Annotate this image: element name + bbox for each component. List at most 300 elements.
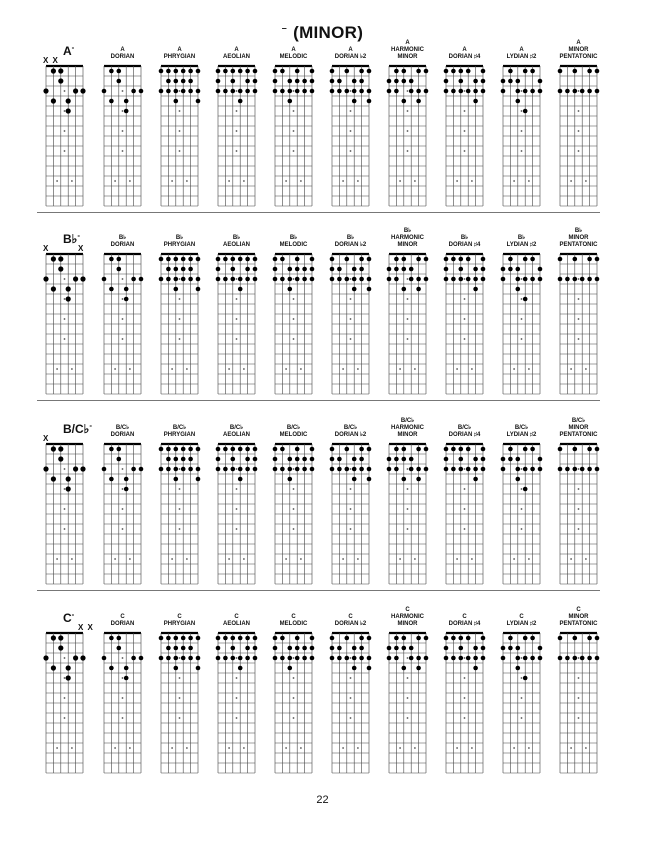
note-dot bbox=[231, 457, 236, 462]
fret-inlay-mark bbox=[56, 747, 58, 749]
note-dot bbox=[181, 79, 186, 84]
note-dot bbox=[188, 79, 193, 84]
fret-inlay-mark bbox=[528, 747, 530, 749]
note-dot bbox=[196, 287, 201, 292]
scale-diagram bbox=[100, 252, 145, 398]
note-dot bbox=[174, 267, 179, 272]
fret-inlay-mark bbox=[122, 110, 124, 112]
fret-inlay-mark bbox=[236, 717, 238, 719]
note-dot bbox=[394, 89, 399, 94]
note-dot bbox=[459, 636, 464, 641]
scale-diagram bbox=[385, 442, 430, 588]
note-dot bbox=[367, 477, 372, 482]
scale-diagram bbox=[499, 631, 544, 777]
fret-inlay-mark bbox=[350, 468, 352, 470]
note-dot bbox=[51, 635, 56, 640]
note-dot bbox=[409, 89, 414, 94]
scale-root: A bbox=[120, 47, 125, 53]
note-dot bbox=[516, 477, 521, 482]
note-dot bbox=[159, 257, 164, 262]
note-dot bbox=[73, 466, 78, 471]
chord-section bbox=[0, 418, 645, 588]
note-dot bbox=[508, 79, 513, 84]
note-dot bbox=[595, 257, 600, 262]
note-dot bbox=[508, 646, 513, 651]
note-dot bbox=[516, 666, 521, 671]
note-dot bbox=[345, 69, 350, 74]
fret-inlay-mark bbox=[236, 468, 238, 470]
fret-inlay-mark bbox=[122, 278, 124, 280]
fret-inlay-mark bbox=[236, 508, 238, 510]
note-dot bbox=[481, 467, 486, 472]
scale-name: DORIAN ♯4 bbox=[448, 242, 481, 248]
note-dot bbox=[558, 277, 563, 282]
fret-inlay-mark bbox=[179, 90, 181, 92]
fret-inlay-mark bbox=[293, 657, 295, 659]
scale-name: LYDIAN ♯2 bbox=[506, 432, 537, 438]
note-dot bbox=[530, 257, 535, 262]
chord-section bbox=[0, 607, 645, 777]
fret-inlay-mark bbox=[122, 657, 124, 659]
note-dot bbox=[416, 467, 421, 472]
note-dot bbox=[473, 287, 478, 292]
scale-name: MELODIC bbox=[279, 54, 308, 60]
note-dot bbox=[295, 79, 300, 84]
note-dot bbox=[352, 79, 357, 84]
note-dot bbox=[587, 467, 592, 472]
note-dot bbox=[523, 89, 528, 94]
fret-inlay-mark bbox=[285, 558, 287, 560]
fret-inlay-mark bbox=[578, 150, 580, 152]
fret-inlay-mark bbox=[357, 180, 359, 182]
note-dot bbox=[424, 636, 429, 641]
fret-inlay-mark bbox=[464, 150, 466, 152]
note-dot bbox=[337, 267, 342, 272]
note-dot bbox=[216, 447, 221, 452]
note-dot bbox=[109, 287, 114, 292]
note-dot bbox=[109, 666, 114, 671]
chord-quality: - bbox=[71, 610, 75, 619]
fret-inlay-mark bbox=[300, 180, 302, 182]
note-dot bbox=[367, 287, 372, 292]
note-dot bbox=[245, 457, 250, 462]
scale-root: C bbox=[462, 614, 467, 620]
fret-inlay-mark bbox=[179, 657, 181, 659]
fret-inlay-mark bbox=[407, 488, 409, 490]
note-dot bbox=[516, 79, 521, 84]
note-dot bbox=[337, 656, 342, 661]
note-dot bbox=[117, 267, 122, 272]
fret-inlay-mark bbox=[521, 677, 523, 679]
note-dot bbox=[238, 287, 243, 292]
note-dot bbox=[181, 646, 186, 651]
note-dot bbox=[223, 69, 228, 74]
fret-inlay-mark bbox=[456, 558, 458, 560]
fret-inlay-mark bbox=[236, 278, 238, 280]
fret-inlay-mark bbox=[228, 180, 230, 182]
note-dot bbox=[310, 656, 315, 661]
muted-strings-left: X bbox=[43, 244, 50, 253]
note-dot bbox=[124, 297, 129, 302]
note-dot bbox=[109, 257, 114, 262]
scale-name: MELODIC bbox=[279, 432, 308, 438]
fret-inlay-mark bbox=[236, 488, 238, 490]
note-dot bbox=[345, 467, 350, 472]
scale-root: C bbox=[120, 614, 125, 620]
note-dot bbox=[359, 69, 364, 74]
fret-inlay-mark bbox=[464, 318, 466, 320]
note-dot bbox=[188, 467, 193, 472]
scale-name: DORIAN ♭2 bbox=[334, 432, 367, 438]
note-dot bbox=[508, 267, 513, 272]
note-dot bbox=[424, 69, 429, 74]
scale-root: A bbox=[291, 47, 296, 53]
fret-inlay-mark bbox=[285, 747, 287, 749]
fret-inlay-mark bbox=[129, 180, 131, 182]
note-dot bbox=[139, 277, 144, 282]
fret-inlay-mark bbox=[71, 558, 73, 560]
note-dot bbox=[117, 457, 122, 462]
note-dot bbox=[352, 287, 357, 292]
fret-inlay-mark bbox=[342, 180, 344, 182]
note-dot bbox=[58, 635, 63, 640]
fret-inlay-mark bbox=[236, 657, 238, 659]
note-dot bbox=[58, 68, 63, 73]
note-dot bbox=[352, 467, 357, 472]
scale-diagram bbox=[385, 64, 430, 210]
fret-inlay-mark bbox=[521, 528, 523, 530]
note-dot bbox=[416, 257, 421, 262]
note-dot bbox=[310, 457, 315, 462]
note-dot bbox=[359, 467, 364, 472]
note-dot bbox=[310, 79, 315, 84]
title-text: (MINOR) bbox=[293, 23, 364, 42]
scale-diagram bbox=[499, 442, 544, 588]
fret-inlay-mark bbox=[521, 90, 523, 92]
fret-inlay-mark bbox=[64, 528, 66, 530]
note-dot bbox=[117, 69, 122, 74]
chord-quality: - bbox=[77, 231, 80, 240]
note-dot bbox=[473, 646, 478, 651]
note-dot bbox=[310, 267, 315, 272]
fret-inlay-mark bbox=[407, 130, 409, 132]
note-dot bbox=[580, 656, 585, 661]
fret-inlay-mark bbox=[186, 558, 188, 560]
note-dot bbox=[402, 267, 407, 272]
fret-inlay-mark bbox=[578, 677, 580, 679]
scale-name: LYDIAN ♯2 bbox=[506, 54, 537, 60]
scale-name-part: MINOR bbox=[397, 621, 418, 627]
note-dot bbox=[367, 257, 372, 262]
note-dot bbox=[166, 467, 171, 472]
note-dot bbox=[188, 257, 193, 262]
note-dot bbox=[330, 89, 335, 94]
note-dot bbox=[223, 277, 228, 282]
note-dot bbox=[394, 467, 399, 472]
scale-name-part: HARMONIC bbox=[391, 47, 424, 53]
note-dot bbox=[367, 666, 372, 671]
fret-inlay-mark bbox=[350, 278, 352, 280]
note-dot bbox=[174, 467, 179, 472]
note-dot bbox=[166, 636, 171, 641]
scale-name-part: PENTATONIC bbox=[559, 54, 598, 60]
note-dot bbox=[367, 277, 372, 282]
scale-diagram bbox=[271, 631, 316, 777]
note-dot bbox=[124, 487, 129, 492]
fret-inlay-mark bbox=[521, 318, 523, 320]
fret-inlay-mark bbox=[64, 318, 66, 320]
fret-inlay-mark bbox=[64, 150, 66, 152]
scale-name: DORIAN bbox=[110, 432, 135, 438]
fret-inlay-mark bbox=[179, 278, 181, 280]
note-dot bbox=[174, 277, 179, 282]
scale-root: B♭ bbox=[403, 228, 412, 234]
note-dot bbox=[444, 277, 449, 282]
note-dot bbox=[73, 276, 78, 281]
note-dot bbox=[402, 477, 407, 482]
fret-inlay-mark bbox=[350, 90, 352, 92]
note-dot bbox=[288, 656, 293, 661]
note-dot bbox=[117, 636, 122, 641]
note-dot bbox=[280, 447, 285, 452]
note-dot bbox=[394, 277, 399, 282]
note-dot bbox=[66, 296, 71, 301]
fret-inlay-mark bbox=[350, 657, 352, 659]
fret-inlay-mark bbox=[114, 558, 116, 560]
fret-inlay-mark bbox=[228, 368, 230, 370]
note-dot bbox=[245, 467, 250, 472]
fret-inlay-mark bbox=[64, 508, 66, 510]
note-dot bbox=[352, 477, 357, 482]
note-dot bbox=[473, 79, 478, 84]
scale-diagram bbox=[556, 442, 601, 588]
note-dot bbox=[516, 457, 521, 462]
note-dot bbox=[473, 457, 478, 462]
note-dot bbox=[367, 467, 372, 472]
note-dot bbox=[131, 277, 136, 282]
note-dot bbox=[530, 656, 535, 661]
scale-root: B♭ bbox=[346, 235, 355, 241]
note-dot bbox=[188, 656, 193, 661]
scale-name-part: MINOR bbox=[397, 242, 418, 248]
note-dot bbox=[530, 447, 535, 452]
note-dot bbox=[367, 89, 372, 94]
note-dot bbox=[131, 656, 136, 661]
note-dot bbox=[402, 257, 407, 262]
note-dot bbox=[481, 656, 486, 661]
note-dot bbox=[481, 636, 486, 641]
fret-inlay-mark bbox=[236, 338, 238, 340]
fret-inlay-mark bbox=[236, 130, 238, 132]
fret-inlay-mark bbox=[570, 747, 572, 749]
fret-inlay-mark bbox=[578, 90, 580, 92]
chord-diagram bbox=[42, 631, 87, 777]
note-dot bbox=[253, 656, 258, 661]
fret-inlay-mark bbox=[236, 90, 238, 92]
note-dot bbox=[288, 666, 293, 671]
chord-quality: - bbox=[89, 421, 92, 430]
note-dot bbox=[387, 267, 392, 272]
chord-root: B♭ bbox=[63, 232, 78, 246]
scale-name-part: MINOR bbox=[568, 235, 589, 241]
fret-inlay-mark bbox=[407, 677, 409, 679]
note-dot bbox=[416, 477, 421, 482]
note-dot bbox=[302, 467, 307, 472]
note-dot bbox=[181, 267, 186, 272]
scale-name-part: HARMONIC bbox=[391, 425, 424, 431]
note-dot bbox=[302, 267, 307, 272]
note-dot bbox=[196, 99, 201, 104]
note-dot bbox=[109, 447, 114, 452]
note-dot bbox=[102, 656, 107, 661]
fret-inlay-mark bbox=[464, 488, 466, 490]
fret-inlay-mark bbox=[236, 298, 238, 300]
note-dot bbox=[352, 646, 357, 651]
note-dot bbox=[174, 666, 179, 671]
note-dot bbox=[51, 286, 56, 291]
scale-root: B♭ bbox=[118, 235, 127, 241]
fret-inlay-mark bbox=[464, 468, 466, 470]
note-dot bbox=[253, 457, 258, 462]
note-dot bbox=[288, 287, 293, 292]
note-dot bbox=[538, 277, 543, 282]
note-dot bbox=[253, 636, 258, 641]
scale-name-part: MINOR bbox=[568, 614, 589, 620]
note-dot bbox=[466, 636, 471, 641]
scale-root: A bbox=[348, 47, 353, 53]
note-dot bbox=[409, 646, 414, 651]
chord-root: C bbox=[63, 611, 72, 625]
scale-root: B♭ bbox=[517, 235, 526, 241]
note-dot bbox=[288, 79, 293, 84]
note-dot bbox=[409, 656, 414, 661]
note-dot bbox=[288, 99, 293, 104]
scale-name: LYDIAN ♯2 bbox=[506, 242, 537, 248]
note-dot bbox=[508, 636, 513, 641]
fret-inlay-mark bbox=[71, 368, 73, 370]
note-dot bbox=[359, 257, 364, 262]
fret-inlay-mark bbox=[464, 697, 466, 699]
fret-inlay-mark bbox=[578, 717, 580, 719]
note-dot bbox=[310, 89, 315, 94]
fret-inlay-mark bbox=[179, 488, 181, 490]
note-dot bbox=[451, 636, 456, 641]
note-dot bbox=[166, 447, 171, 452]
fret-inlay-mark bbox=[129, 368, 131, 370]
scale-root: B/C♭ bbox=[343, 425, 358, 431]
note-dot bbox=[109, 636, 114, 641]
scale-label bbox=[545, 607, 613, 628]
note-dot bbox=[402, 646, 407, 651]
fret-inlay-mark bbox=[521, 508, 523, 510]
fret-inlay-mark bbox=[585, 180, 587, 182]
note-dot bbox=[523, 257, 528, 262]
note-dot bbox=[253, 257, 258, 262]
fret-inlay-mark bbox=[114, 180, 116, 182]
scale-root: A bbox=[462, 47, 467, 53]
note-dot bbox=[573, 656, 578, 661]
note-dot bbox=[352, 457, 357, 462]
note-dot bbox=[66, 675, 71, 680]
scale-diagram bbox=[271, 64, 316, 210]
note-dot bbox=[43, 655, 48, 660]
note-dot bbox=[238, 477, 243, 482]
note-dot bbox=[124, 109, 129, 114]
note-dot bbox=[565, 89, 570, 94]
fret-inlay-mark bbox=[585, 368, 587, 370]
note-dot bbox=[273, 257, 278, 262]
note-dot bbox=[310, 69, 315, 74]
note-dot bbox=[538, 457, 543, 462]
note-dot bbox=[216, 267, 221, 272]
scale-name: DORIAN ♯4 bbox=[448, 432, 481, 438]
fret-inlay-mark bbox=[357, 747, 359, 749]
note-dot bbox=[523, 467, 528, 472]
note-dot bbox=[523, 447, 528, 452]
fret-inlay-mark bbox=[414, 558, 416, 560]
note-dot bbox=[231, 636, 236, 641]
scale-diagram bbox=[100, 442, 145, 588]
note-dot bbox=[508, 257, 513, 262]
note-dot bbox=[538, 656, 543, 661]
scale-root: C bbox=[519, 614, 524, 620]
note-dot bbox=[66, 476, 71, 481]
note-dot bbox=[337, 89, 342, 94]
note-dot bbox=[174, 477, 179, 482]
note-dot bbox=[352, 656, 357, 661]
fret-inlay-mark bbox=[285, 368, 287, 370]
fret-inlay-mark bbox=[521, 468, 523, 470]
fret-inlay-mark bbox=[357, 368, 359, 370]
fret-inlay-mark bbox=[407, 150, 409, 152]
note-dot bbox=[51, 476, 56, 481]
note-dot bbox=[451, 277, 456, 282]
note-dot bbox=[330, 257, 335, 262]
note-dot bbox=[223, 656, 228, 661]
note-dot bbox=[459, 656, 464, 661]
fret-inlay-mark bbox=[56, 558, 58, 560]
scale-root: B♭ bbox=[175, 235, 184, 241]
note-dot bbox=[580, 89, 585, 94]
note-dot bbox=[394, 646, 399, 651]
note-dot bbox=[387, 79, 392, 84]
note-dot bbox=[310, 646, 315, 651]
note-dot bbox=[102, 277, 107, 282]
scale-root: B/C♭ bbox=[286, 425, 301, 431]
fret-inlay-mark bbox=[236, 528, 238, 530]
scale-diagram bbox=[214, 631, 259, 777]
fret-inlay-mark bbox=[521, 278, 523, 280]
fret-inlay-mark bbox=[407, 717, 409, 719]
note-dot bbox=[181, 447, 186, 452]
fret-inlay-mark bbox=[578, 338, 580, 340]
scale-diagram bbox=[556, 252, 601, 398]
note-dot bbox=[466, 89, 471, 94]
note-dot bbox=[352, 277, 357, 282]
scale-root: B♭ bbox=[232, 235, 241, 241]
note-dot bbox=[58, 78, 63, 83]
scale-name: PHRYGIAN bbox=[163, 54, 196, 60]
note-dot bbox=[166, 277, 171, 282]
note-dot bbox=[459, 69, 464, 74]
note-dot bbox=[174, 99, 179, 104]
section-divider bbox=[37, 590, 600, 591]
note-dot bbox=[416, 656, 421, 661]
scale-root: B/C♭ bbox=[400, 418, 415, 424]
note-dot bbox=[288, 89, 293, 94]
note-dot bbox=[73, 655, 78, 660]
note-dot bbox=[223, 447, 228, 452]
